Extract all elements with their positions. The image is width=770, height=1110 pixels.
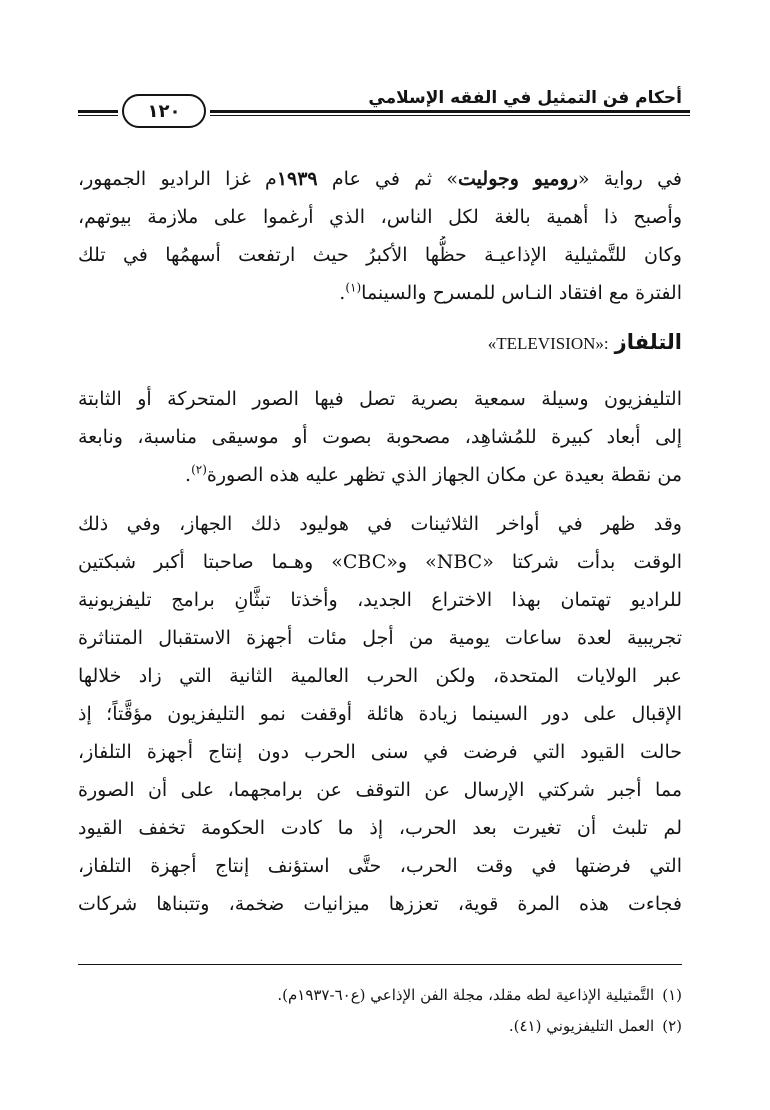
text-line: وأصبح ذا أهمية بالغة لكل الناس، الذي أرغموا على ملازمة بيوتهم، <box>78 206 682 228</box>
footnote-text: العمل التليفزيوني (٤١). <box>508 1017 655 1035</box>
text-line: الوقت بدأت شركتا «NBC» و«CBC» وهـما صاحبتا أكبر شبكتين <box>78 551 682 573</box>
running-header <box>78 82 690 132</box>
paragraph-tv-definition <box>78 380 682 494</box>
text-line: تجريبية لعدة ساعات يومية من أجل مئات أجهزة الاستقبال المتناثرة <box>78 627 682 649</box>
section-heading-arabic: التلفاز <box>614 330 682 354</box>
text-line: التي فرضتها في وقت الحرب، حتَّى استؤنف إنتاج أجهزة التلفاز، <box>78 855 682 877</box>
page-number: ١٢٠ <box>147 100 181 122</box>
text-line: إلى أبعاد كبيرة للمُشاهِد، مصحوبة بصوت أو موسيقى مناسبة، ونابعة <box>78 426 682 448</box>
text-line: وكان للتَّمثيلية الإذاعيـة حظُّها الأكبرُ حيث ارتفعت أسهمُها في تلك <box>78 244 682 266</box>
header-rule-left-thin <box>78 115 118 116</box>
text-run: من نقطة بعيدة عن مكان الجهاز الذي تظهر عليه هذه الصورة <box>206 464 682 486</box>
footnote-ref[interactable]: (٢) <box>191 462 207 477</box>
text-run: الفترة مع افتقاد النـاس للمسرح والسينما <box>361 282 682 304</box>
text-line: مما أجبر شركتي الإرسال عن التوقف عن برامجهما، على أن الصورة <box>78 779 682 801</box>
text-line: حالت القيود التي فرضت في سنى الحرب دون إنتاج أجهزة التلفاز، <box>78 741 682 763</box>
header-rule-left <box>78 110 118 113</box>
paragraph-radio <box>78 160 682 312</box>
footnote-marker: (٢) <box>662 1017 682 1035</box>
footnote-separator <box>78 964 682 965</box>
footnotes <box>92 980 682 1042</box>
footnote-text: التَّمثيلية الإذاعية لطه مقلد، مجلة الفن الإذاعي (ع٦٠-١٩٣٧م). <box>277 986 655 1004</box>
text-run: » ثم في عام <box>317 168 459 190</box>
header-rule-thin <box>210 115 690 116</box>
text-line <box>78 274 682 312</box>
text-line: التليفزيون وسيلة سمعية بصرية تصل فيها الصور المتحركة أو الثابتة <box>78 388 682 410</box>
text-line <box>78 160 682 198</box>
text-line <box>78 456 682 494</box>
header-rule <box>210 110 690 113</box>
play-title: روميو وجوليت <box>458 168 578 190</box>
section-heading <box>488 330 682 354</box>
text-line: الإقبال على دور السينما زيادة هائلة أوقفت نمو التليفزيون مؤقَّتاً؛ إذ <box>78 703 682 725</box>
footnote-2 <box>92 1011 682 1042</box>
footnote-ref[interactable]: (١) <box>345 280 362 295</box>
text-line: لم تلبث أن تغيرت بعد الحرب، إذ ما كادت الحكومة تخفف القيود <box>78 817 682 839</box>
text-run: م غزا الراديو الجمهور، <box>78 168 277 190</box>
text-line: للراديو تهتمان بهذا الاختراع الجديد، وأخذتا تبثَّانِ برامج تليفزيونية <box>78 589 682 611</box>
book-title: أحكام فن التمثيل في الفقه الإسلامي <box>368 88 682 108</box>
text-run: . <box>339 282 346 304</box>
footnote-marker: (١) <box>662 986 682 1004</box>
footnote-1 <box>92 980 682 1011</box>
text-line: فجاءت هذه المرة قوية، تعززها ميزانيات ضخمة، وتتبناها شركات <box>78 893 682 915</box>
paragraph-tv-history <box>78 505 682 923</box>
text-line: وقد ظهر في أواخر الثلاثينات في هوليود ذلك الجهاز، وفي ذلك <box>78 513 682 535</box>
text-run: . <box>185 464 192 486</box>
text-run: في رواية « <box>577 168 682 190</box>
page-number-frame <box>122 94 206 128</box>
section-heading-english: «TELEVISION»: <box>487 334 609 353</box>
year: ١٩٣٩ <box>276 168 318 190</box>
text-line: عبر الولايات المتحدة، ولكن الحرب العالمية الثانية التي زاد خلالها <box>78 665 682 687</box>
